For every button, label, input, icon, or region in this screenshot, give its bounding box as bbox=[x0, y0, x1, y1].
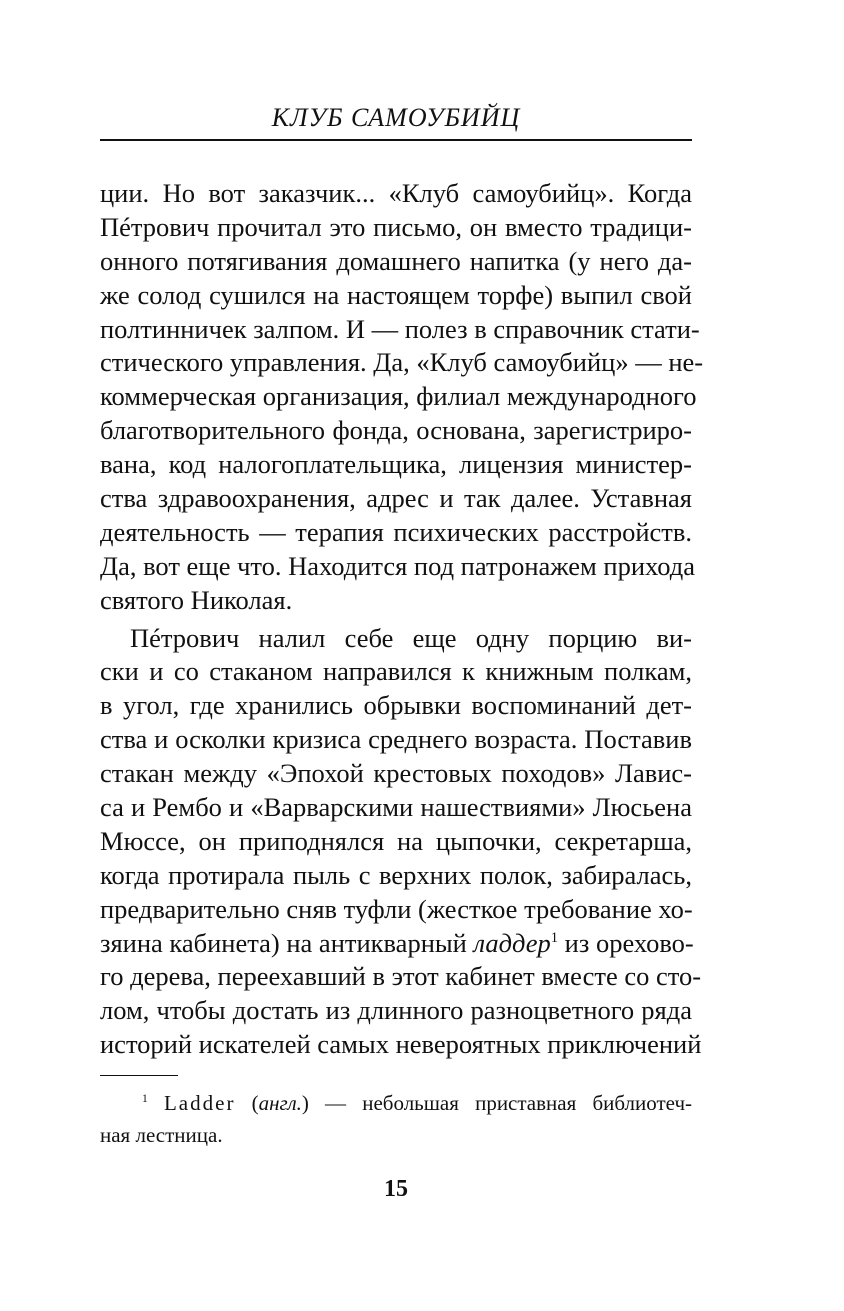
text-line: вана, код налогоплательщика, лицензия министер- bbox=[100, 449, 692, 480]
text-line: ства и осколки кризиса среднего возраста. Поставив bbox=[100, 724, 692, 755]
text-line: же солод сушился на настоящем торфе) выпил свой bbox=[100, 279, 692, 310]
text-line: деятельность — терапия психических расстройств. bbox=[100, 516, 692, 547]
text-line: полтинничек залпом. И — полез в справочник стати- bbox=[100, 313, 700, 344]
text-line: онного потягивания домашнего напитка (у него да- bbox=[100, 245, 692, 276]
footnote-line bbox=[100, 1087, 692, 1119]
text-line: коммерческая организация, филиал международного bbox=[100, 381, 697, 412]
text-line bbox=[100, 927, 692, 961]
page-number: 15 bbox=[384, 1176, 408, 1202]
footnote-language: англ. bbox=[258, 1091, 302, 1115]
book-page bbox=[100, 0, 704, 1311]
text-line: Пéтрович налил себе еще одну порцию ви- bbox=[130, 622, 692, 653]
footnote-rule bbox=[100, 1075, 178, 1076]
footnote-term: Ladder bbox=[163, 1091, 236, 1115]
text-line: ски и со стаканом направился к книжным полкам, bbox=[100, 656, 692, 687]
text-line: святого Николая. bbox=[100, 584, 293, 615]
text-fragment: ) — небольшая приставная библиотеч- bbox=[301, 1091, 693, 1115]
text-line: лом, чтобы достать из длинного разноцветного ряда bbox=[100, 995, 692, 1026]
text-line: го дерева, переехавший в этот кабинет вместе со сто- bbox=[100, 961, 702, 992]
text-line: Да, вот еще что. Находится под патронажем прихода bbox=[100, 550, 695, 581]
text-line: ства здравоохранения, адрес и так далее. Уставная bbox=[100, 483, 692, 514]
text-line: благотворительного фонда, основана, зарегистриро- bbox=[100, 415, 692, 446]
text-line: ции. Но вот заказчик... «Клуб самоубийц». Когда bbox=[100, 178, 692, 208]
footnote-line: ная лестница. bbox=[100, 1123, 223, 1147]
text-fragment: из орехово- bbox=[558, 927, 694, 958]
text-line: са и Рембо и «Варварскими нашествиями» Люсьена bbox=[100, 792, 692, 823]
text-line: предварительно сняв туфли (жесткое требование хо- bbox=[100, 893, 693, 924]
footnote bbox=[100, 1087, 692, 1151]
text-line: в угол, где хранились обрывки воспоминаний дет- bbox=[100, 690, 692, 721]
italic-term: ладдер bbox=[473, 927, 551, 958]
text-line: когда протирала пыль с верхних полок, забиралась, bbox=[100, 859, 692, 890]
text-line: Мюссе, он приподнялся на цыпочки, секретарша, bbox=[100, 825, 692, 856]
text-fragment: зяина кабинета) на антикварный bbox=[100, 927, 474, 958]
text-line: историй искателей самых невероятных приключений bbox=[100, 1029, 702, 1060]
body-text bbox=[100, 177, 704, 1062]
text-line: стакан между «Эпохой крестовых походов» Лавис- bbox=[100, 758, 692, 789]
footnote-ref[interactable]: 1 bbox=[550, 929, 559, 946]
header-rule bbox=[100, 139, 692, 141]
text-fragment: ( bbox=[235, 1091, 259, 1115]
text-line: стического управления. Да, «Клуб самоубийц» — не- bbox=[100, 347, 704, 378]
footnote-marker: 1 bbox=[142, 1092, 148, 1105]
text-line: Пéтрович прочитал это письмо, он вместо традици- bbox=[100, 211, 692, 242]
running-head: КЛУБ САМОУБИЙЦ bbox=[271, 103, 521, 132]
